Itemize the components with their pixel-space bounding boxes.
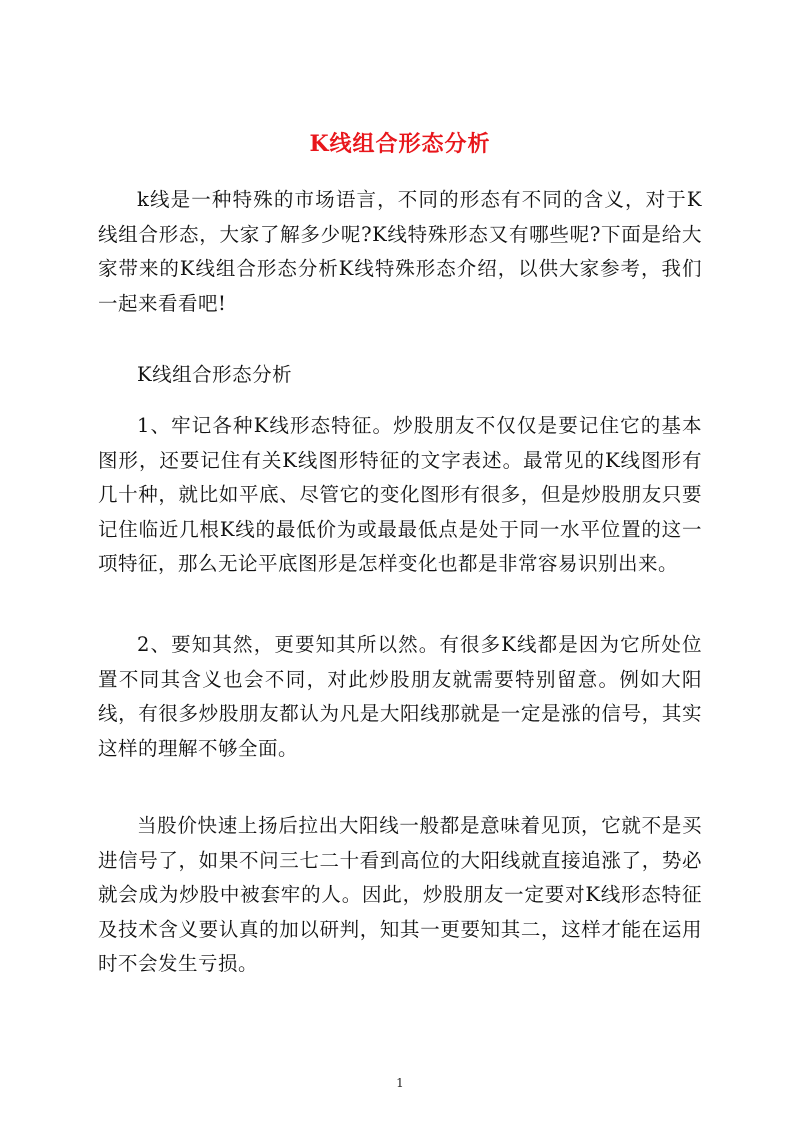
intro-paragraph: k线是一种特殊的市场语言，不同的形态有不同的含义，对于K线组合形态，大家了解多少呢?K线特殊形态又有哪些呢?下面是给大家带来的K线组合形态分析K线特殊形态介绍，以供大家参考，我们一起来看看吧! bbox=[98, 188, 702, 315]
document-title: K线组合形态分析 bbox=[309, 131, 491, 157]
point-two-paragraph: 2、要知其然，更要知其所以然。有很多K线都是因为它所处位置不同其含义也会不同，对此炒股朋友就需要特别留意。例如大阳线，有很多炒股朋友都认为凡是大阳线那就是一定是涨的信号，其实这样的理解不够全面。 bbox=[98, 633, 702, 760]
section-heading: K线组合形态分析 bbox=[137, 363, 293, 386]
page-number: 1 bbox=[396, 1076, 404, 1090]
point-one-paragraph: 1、牢记各种K线形态特征。炒股朋友不仅仅是要记住它的基本图形，还要记住有关K线图形特征的文字表述。最常见的K线图形有几十种，就比如平底、尽管它的变化图形有很多，但是炒股朋友只要记住临近几根K线的最低价为或最最低点是处于同一水平位置的这一项特征，那么无论平底图形是怎样变化也都是非常容易识别出来。 bbox=[98, 414, 702, 575]
explanation-paragraph: 当股价快速上扬后拉出大阳线一般都是意味着见顶，它就不是买进信号了，如果不问三七二十看到高位的大阳线就直接追涨了，势必就会成为炒股中被套牢的人。因此，炒股朋友一定要对K线形态特征及技术含义要认真的加以研判，知其一更要知其二，这样才能在运用时不会发生亏损。 bbox=[98, 814, 702, 975]
